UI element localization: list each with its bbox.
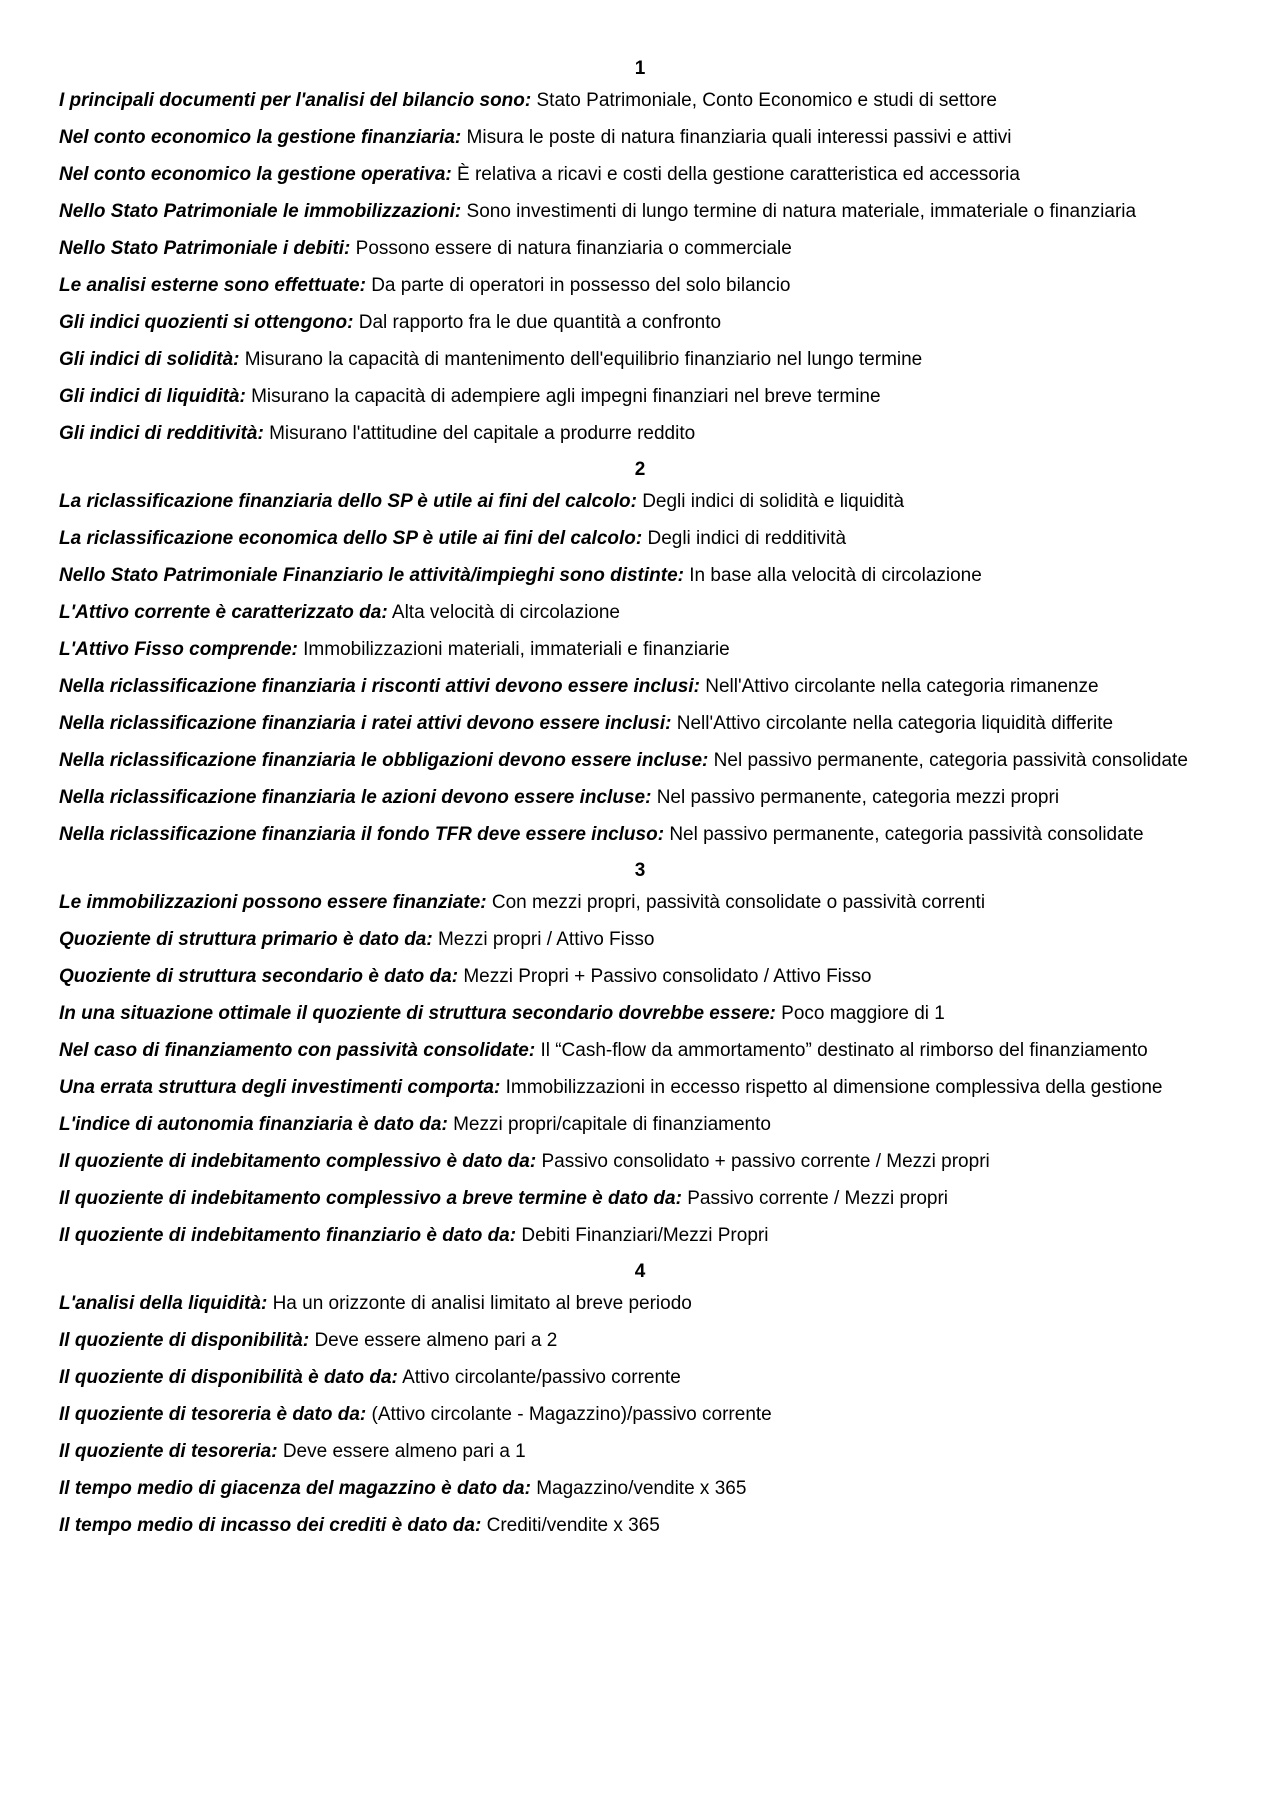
section <box>59 58 1221 445</box>
document-page <box>59 58 1221 1551</box>
section <box>59 459 1221 846</box>
answer-text: Immobilizzazioni in eccesso rispetto al dimensione complessiva della gestione <box>505 1077 1163 1098</box>
question-text: Nel conto economico la gestione operativa: <box>59 164 452 185</box>
question-text: La riclassificazione finanziaria dello SP è utile ai fini del calcolo: <box>59 491 637 512</box>
qa-item <box>59 965 1221 988</box>
qa-item <box>59 1366 1221 1389</box>
qa-item <box>59 89 1221 112</box>
question-text: Gli indici quozienti si ottengono: <box>59 312 354 333</box>
question-text: Gli indici di solidità: <box>59 349 240 370</box>
question-text: Il quoziente di disponibilità: <box>59 1330 310 1351</box>
answer-text: Passivo consolidato + passivo corrente / Mezzi propri <box>541 1151 990 1172</box>
question-text: Quoziente di struttura primario è dato da: <box>59 929 433 950</box>
question-text: Il tempo medio di incasso dei crediti è dato da: <box>59 1515 482 1536</box>
answer-text: Mezzi Propri + Passivo consolidato / Attivo Fisso <box>463 966 872 987</box>
question-text: Nella riclassificazione finanziaria le azioni devono essere incluse: <box>59 787 652 808</box>
answer-text: Mezzi propri / Attivo Fisso <box>437 929 655 950</box>
question-text: Nella riclassificazione finanziaria le obbligazioni devono essere incluse: <box>59 750 709 771</box>
answer-text: Debiti Finanziari/Mezzi Propri <box>521 1225 769 1246</box>
answer-text: Dal rapporto fra le due quantità a confronto <box>358 312 722 333</box>
answer-text: Ha un orizzonte di analisi limitato al breve periodo <box>272 1293 692 1314</box>
qa-item <box>59 422 1221 445</box>
qa-item <box>59 1187 1221 1210</box>
section-number: 2 <box>634 459 646 480</box>
qa-item <box>59 1514 1221 1537</box>
answer-text: In base alla velocità di circolazione <box>689 565 982 586</box>
qa-item <box>59 274 1221 297</box>
question-text: Gli indici di liquidità: <box>59 386 246 407</box>
answer-text: Nel passivo permanente, categoria passività consolidate <box>669 824 1144 845</box>
qa-item <box>59 1440 1221 1463</box>
answer-text: Stato Patrimoniale, Conto Economico e studi di settore <box>536 90 997 111</box>
answer-text: Misurano l'attitudine del capitale a produrre reddito <box>269 423 696 444</box>
qa-item <box>59 311 1221 334</box>
qa-item <box>59 527 1221 550</box>
qa-item <box>59 675 1221 698</box>
question-text: Nella riclassificazione finanziaria i ratei attivi devono essere inclusi: <box>59 713 672 734</box>
section <box>59 1261 1221 1537</box>
question-text: L'Attivo corrente è caratterizzato da: <box>59 602 388 623</box>
question-text: Gli indici di redditività: <box>59 423 264 444</box>
qa-item <box>59 237 1221 260</box>
answer-text: Nel passivo permanente, categoria mezzi propri <box>656 787 1060 808</box>
answer-text: Mezzi propri/capitale di finanziamento <box>453 1114 771 1135</box>
answer-text: Deve essere almeno pari a 2 <box>314 1330 558 1351</box>
question-text: La riclassificazione economica dello SP è utile ai fini del calcolo: <box>59 528 643 549</box>
qa-item <box>59 638 1221 661</box>
answer-text: Possono essere di natura finanziaria o commerciale <box>355 238 792 259</box>
answer-text: Misurano la capacità di mantenimento dell'equilibrio finanziario nel lungo termine <box>244 349 923 370</box>
qa-item <box>59 601 1221 624</box>
qa-item <box>59 1039 1221 1062</box>
answer-text: Degli indici di solidità e liquidità <box>642 491 905 512</box>
answer-text: Passivo corrente / Mezzi propri <box>687 1188 949 1209</box>
question-text: Quoziente di struttura secondario è dato da: <box>59 966 459 987</box>
qa-item <box>59 1002 1221 1025</box>
answer-text: Nell'Attivo circolante nella categoria liquidità differite <box>676 713 1114 734</box>
question-text: Il tempo medio di giacenza del magazzino è dato da: <box>59 1478 531 1499</box>
qa-item <box>59 200 1221 223</box>
question-text: I principali documenti per l'analisi del bilancio sono: <box>59 90 532 111</box>
qa-item <box>59 823 1221 846</box>
answer-text: Alta velocità di circolazione <box>391 602 621 623</box>
question-text: L'indice di autonomia finanziaria è dato da: <box>59 1114 448 1135</box>
answer-text: Poco maggiore di 1 <box>781 1003 945 1024</box>
answer-text: Magazzino/vendite x 365 <box>536 1478 747 1499</box>
question-text: Nello Stato Patrimoniale Finanziario le attività/impieghi sono distinte: <box>59 565 684 586</box>
answer-text: Nel passivo permanente, categoria passività consolidate <box>713 750 1188 771</box>
section-number: 1 <box>634 58 646 79</box>
question-text: Nello Stato Patrimoniale le immobilizzazioni: <box>59 201 462 222</box>
question-text: Nel conto economico la gestione finanziaria: <box>59 127 462 148</box>
qa-item <box>59 1150 1221 1173</box>
answer-text: Misura le poste di natura finanziaria quali interessi passivi e attivi <box>466 127 1012 148</box>
question-text: L'Attivo Fisso comprende: <box>59 639 298 660</box>
qa-item <box>59 786 1221 809</box>
qa-item <box>59 126 1221 149</box>
answer-text: È relativa a ricavi e costi della gestione caratteristica ed accessoria <box>457 164 1020 185</box>
answer-text: Crediti/vendite x 365 <box>486 1515 660 1536</box>
question-text: Nello Stato Patrimoniale i debiti: <box>59 238 351 259</box>
qa-item <box>59 928 1221 951</box>
answer-text: Immobilizzazioni materiali, immateriali e finanziarie <box>303 639 730 660</box>
question-text: Il quoziente di disponibilità è dato da: <box>59 1367 398 1388</box>
qa-item <box>59 1292 1221 1315</box>
question-text: Il quoziente di tesoreria: <box>59 1441 278 1462</box>
question-text: Il quoziente di indebitamento finanziario è dato da: <box>59 1225 517 1246</box>
qa-item <box>59 163 1221 186</box>
qa-item <box>59 712 1221 735</box>
qa-item <box>59 1403 1221 1426</box>
question-text: In una situazione ottimale il quoziente di struttura secondario dovrebbe essere: <box>59 1003 776 1024</box>
question-text: Nella riclassificazione finanziaria il fondo TFR deve essere incluso: <box>59 824 665 845</box>
qa-item <box>59 385 1221 408</box>
qa-item <box>59 1329 1221 1352</box>
question-text: Le analisi esterne sono effettuate: <box>59 275 366 296</box>
answer-text: Attivo circolante/passivo corrente <box>402 1367 681 1388</box>
qa-item <box>59 1076 1221 1099</box>
qa-item <box>59 1224 1221 1247</box>
question-text: Il quoziente di indebitamento complessivo è dato da: <box>59 1151 537 1172</box>
answer-text: Degli indici di redditività <box>647 528 847 549</box>
qa-item <box>59 1477 1221 1500</box>
answer-text: Da parte di operatori in possesso del solo bilancio <box>371 275 791 296</box>
answer-text: Il “Cash-flow da ammortamento” destinato al rimborso del finanziamento <box>540 1040 1148 1061</box>
question-text: Nella riclassificazione finanziaria i risconti attivi devono essere inclusi: <box>59 676 700 697</box>
section-number: 4 <box>634 1261 646 1282</box>
qa-item <box>59 348 1221 371</box>
qa-item <box>59 1113 1221 1136</box>
section <box>59 860 1221 1247</box>
qa-item <box>59 490 1221 513</box>
qa-item <box>59 891 1221 914</box>
qa-item <box>59 564 1221 587</box>
question-text: Il quoziente di indebitamento complessivo a breve termine è dato da: <box>59 1188 682 1209</box>
question-text: Nel caso di finanziamento con passività consolidate: <box>59 1040 536 1061</box>
answer-text: Con mezzi propri, passività consolidate o passività correnti <box>491 892 986 913</box>
question-text: Il quoziente di tesoreria è dato da: <box>59 1404 367 1425</box>
section-number: 3 <box>634 860 646 881</box>
qa-item <box>59 749 1221 772</box>
answer-text: Nell'Attivo circolante nella categoria rimanenze <box>705 676 1099 697</box>
answer-text: Deve essere almeno pari a 1 <box>282 1441 526 1462</box>
question-text: Le immobilizzazioni possono essere finanziate: <box>59 892 487 913</box>
question-text: Una errata struttura degli investimenti comporta: <box>59 1077 501 1098</box>
question-text: L'analisi della liquidità: <box>59 1293 268 1314</box>
answer-text: Sono investimenti di lungo termine di natura materiale, immateriale o finanziaria <box>466 201 1137 222</box>
answer-text: (Attivo circolante - Magazzino)/passivo corrente <box>371 1404 772 1425</box>
answer-text: Misurano la capacità di adempiere agli impegni finanziari nel breve termine <box>251 386 881 407</box>
